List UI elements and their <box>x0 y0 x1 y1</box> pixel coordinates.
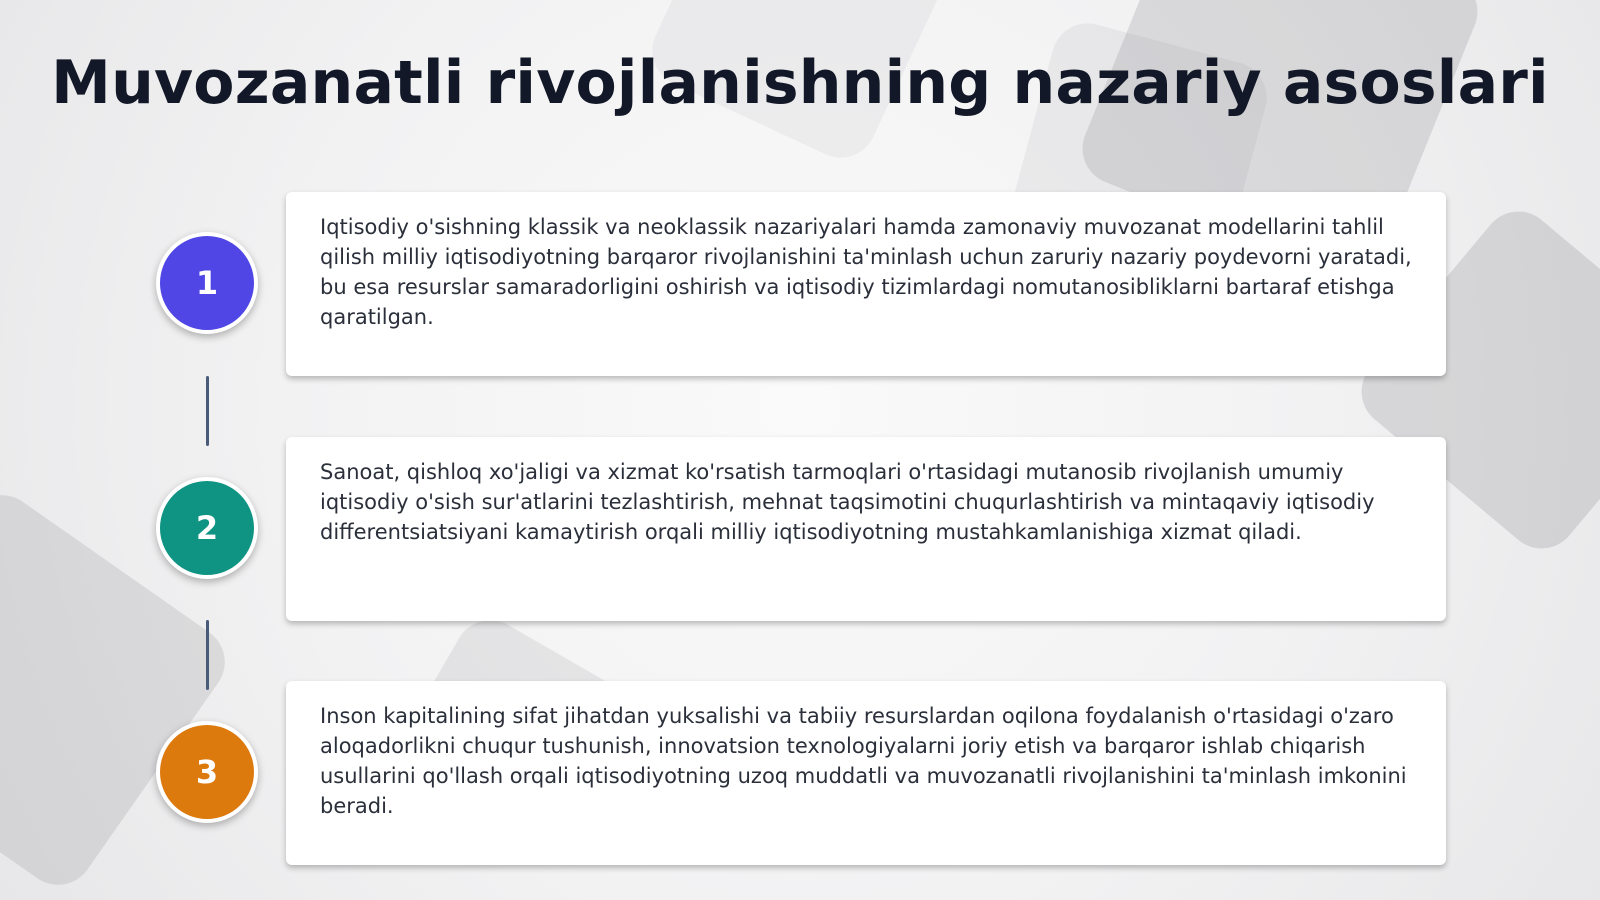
step-2-card <box>286 437 1446 621</box>
step-1-card <box>286 192 1446 376</box>
step-2-number: 2 <box>195 509 219 547</box>
step-3-badge <box>156 721 258 823</box>
step-2-text: Sanoat, qishloq xo'jaligi va xizmat ko'rsatish tarmoqlari o'rtasidagi mutanosib rivojlanish umumiy iqtisodiy o'sish sur'atlarini tezlashtirish, mehnat taqsimotini chuqurlashtirish va mintaqaviy iqtisodiy differentsiatsiyani kamaytirish orqali milliy iqtisodiyotning mustahkamlanishiga xizmat qiladi. <box>320 460 1375 544</box>
step-1-text: Iqtisodiy o'sishning klassik va neoklassik nazariyalari hamda zamonaviy muvozanat modellarini tahlil qilish milliy iqtisodiyotning barqaror rivojlanishini ta'minlash uchun zaruriy nazariy poydevorni yaratadi, bu esa resurslar samaradorligini oshirish va iqtisodiy tizimlardagi nomutanosibliklarni bartaraf etishga qaratilgan. <box>320 215 1412 329</box>
step-3-number: 3 <box>195 753 219 791</box>
step-1-number: 1 <box>195 264 219 302</box>
step-1-badge <box>156 232 258 334</box>
timeline-connector <box>206 620 209 690</box>
step-3-card <box>286 681 1446 865</box>
timeline-connector <box>206 376 209 446</box>
step-2-badge <box>156 477 258 579</box>
step-3-text: Inson kapitalining sifat jihatdan yuksalishi va tabiiy resurslardan oqilona foydalanish o'rtasidagi o'zaro aloqadorlikni chuqur tushunish, innovatsion texnologiyalarni joriy etish va barqaror ishlab chiqarish usullarini qo'llash orqali iqtisodiyotning uzoq muddatli va muvozanatli rivojlanishini ta'minlash imkonini beradi. <box>320 704 1407 818</box>
slide-title: Muvozanatli rivojlanishning nazariy asoslari <box>51 48 1549 118</box>
